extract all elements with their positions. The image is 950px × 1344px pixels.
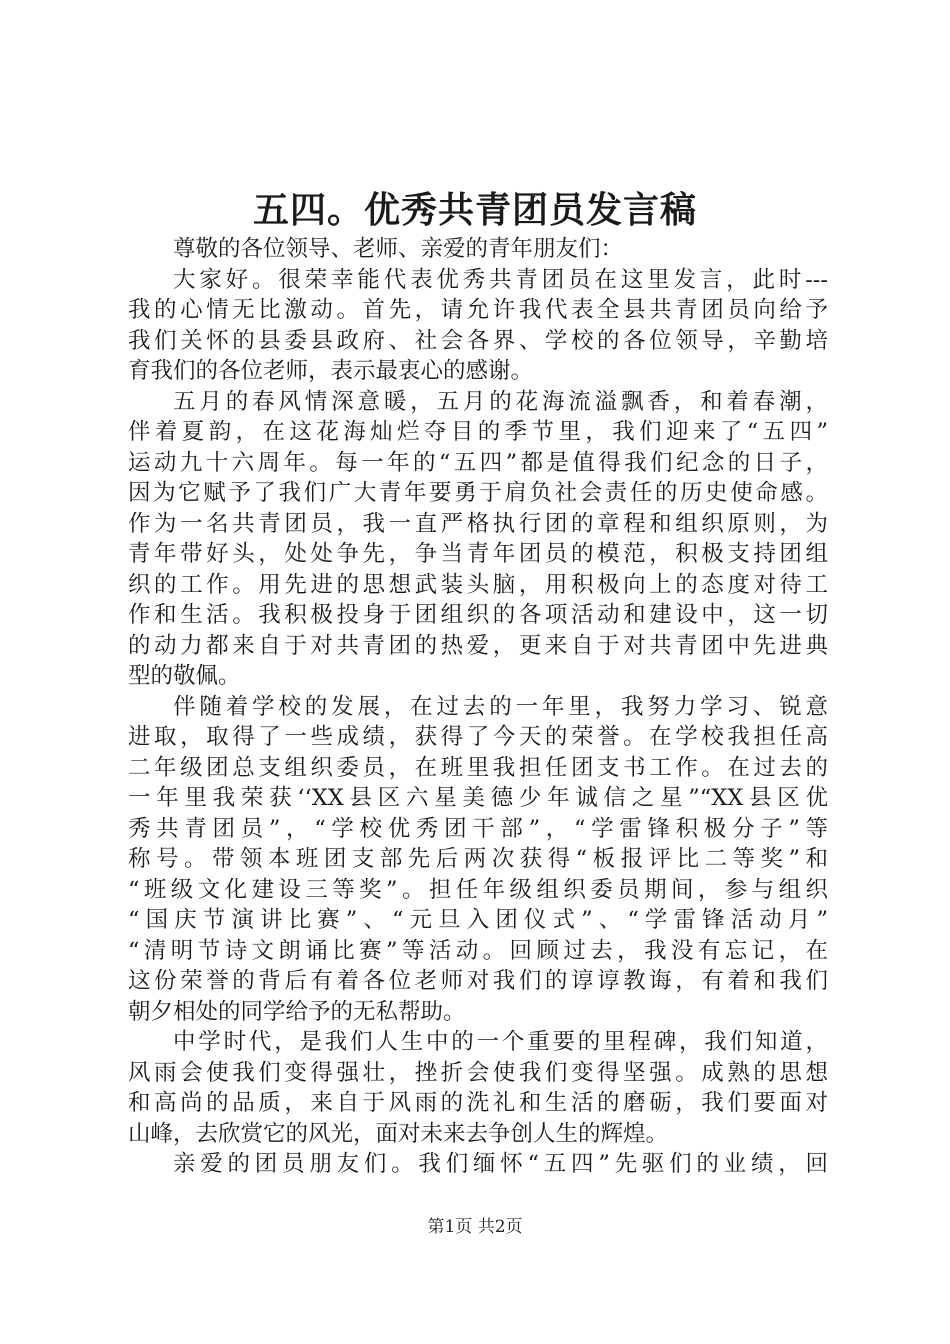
body-line: 伴随着学校的发展，在过去的一年里，我努力学习、锐意 (173, 693, 828, 720)
body-line: 的动力都来自于对共青团的热爱，更来自于对共青团中先进典 (128, 632, 828, 659)
body-line: 亲爱的团员朋友们。我们缅怀“五四”先驱们的业绩，回 (173, 1151, 828, 1177)
body-line: 二年级团总支组织委员，在班里我担任团支书工作。在过去的 (128, 754, 828, 781)
body-line: 我们关怀的县委县政府、社会各界、学校的各位领导，辛勤培 (128, 327, 828, 354)
body-line: 育我们的各位老师，表示最衷心的感谢。 (128, 358, 534, 384)
document-title: 五四。优秀共青团员发言稿 (252, 189, 697, 231)
body-line: 大家好。很荣幸能代表优秀共青团员在这里发言，此时--- (173, 266, 828, 293)
body-line: 秀共青团员”，“学校优秀团干部”，“学雷锋积极分子”等 (128, 815, 828, 842)
body-line: 型的敬佩。 (128, 663, 241, 689)
body-line: 织的工作。用先进的思想武装头脑，用积极向上的态度对待工 (128, 571, 828, 598)
body-line: 朝夕相处的同学给予的无私帮助。 (128, 998, 466, 1025)
body-line: 青年带好头，处处争先，争当青年团员的模范，积极支持团组 (128, 541, 828, 567)
body-line: “国庆节演讲比赛”、“元旦入团仪式”、“学雷锋活动月” (128, 907, 828, 933)
body-line: 和高尚的品质，来自于风雨的洗礼和生活的磨砺，我们要面对 (128, 1090, 828, 1116)
body-line: 山峰，去欣赏它的风光，面对未来去争创人生的辉煌。 (128, 1120, 669, 1147)
body-line: 作和生活。我积极投身于团组织的各项活动和建设中，这一切 (128, 602, 828, 628)
body-line: 一年里我荣获‘‘XX县区六星美德少年诚信之星”“XX县区优 (128, 785, 828, 811)
body-line: 五月的春风情深意暖，五月的花海流溢飘香，和着春潮， (173, 388, 828, 415)
body-line: 称号。带领本班团支部先后两次获得“板报评比二等奖”和 (128, 846, 828, 872)
document-body (128, 234, 828, 1180)
page-footer: 第1页 共2页 (427, 1217, 523, 1237)
body-line: 这份荣誉的背后有着各位老师对我们的谆谆教诲，有着和我们 (128, 968, 828, 994)
body-line: 因为它赋予了我们广大青年要勇于肩负社会责任的历史使命感。 (128, 480, 828, 506)
body-line: “班级文化建设三等奖”。担任年级组织委员期间，参与组织 (128, 876, 828, 903)
body-line: 作为一名共青团员，我一直严格执行团的章程和组织原则，为 (128, 510, 828, 537)
body-line: 运动九十六周年。每一年的“五四”都是值得我们纪念的日子， (128, 449, 828, 476)
body-line: 风雨会使我们变得强壮，挫折会使我们变得坚强。成熟的思想 (128, 1059, 828, 1086)
body-line: “清明节诗文朗诵比赛”等活动。回顾过去，我没有忘记，在 (128, 937, 828, 964)
body-line: 中学时代，是我们人生中的一个重要的里程碑，我们知道， (173, 1029, 828, 1055)
body-line: 伴着夏韵，在这花海灿烂夺目的季节里，我们迎来了“五四” (128, 419, 828, 445)
body-line: 进取，取得了一些成绩，获得了今天的荣誉。在学校我担任高 (128, 724, 828, 750)
body-line: 尊敬的各位领导、老师、亲爱的青年朋友们： (173, 236, 624, 262)
body-line: 我的心情无比激动。首先，请允许我代表全县共青团员向给予 (128, 297, 828, 323)
